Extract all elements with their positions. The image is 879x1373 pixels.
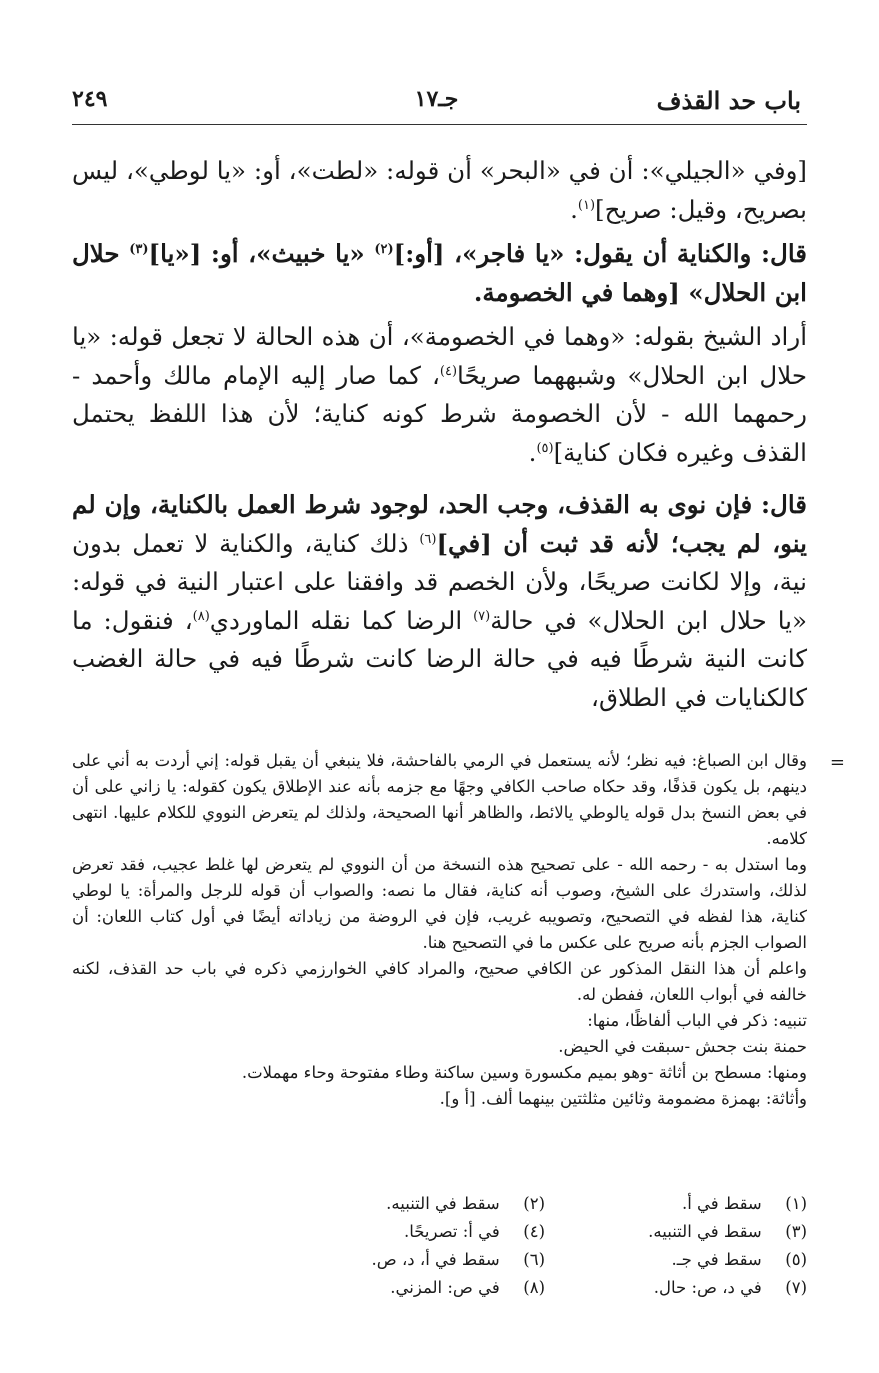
- footnote-ref: (٤): [439, 363, 458, 379]
- chapter-title: باب حد القذف: [656, 86, 801, 115]
- footnote-paragraph: واعلم أن هذا النقل المذكور عن الكافي صحيح، والمراد كافي الخوارزمي ذكره في باب حد القذف، لكنه خالفه في أبواب اللعان، ففطن له.: [72, 959, 807, 1004]
- header-rule: [72, 124, 807, 125]
- page-number: ٢٤٩: [72, 86, 108, 112]
- footnote-ref: (٥): [536, 440, 554, 456]
- footnote-list: [72, 1190, 807, 1310]
- footnote-item: (٧) في د، ص: حال.: [653, 1278, 807, 1297]
- paragraph-1: [وفي «الجيلي»: أن في «البحر» أن قوله: «لطت»، أو: «يا لوطي»، ليس بصريح، وقيل: صريح]$^{(١)}$.: [72, 156, 807, 224]
- footnote-ref: (٧): [473, 608, 491, 624]
- footnote-ref: (٨): [192, 608, 210, 624]
- footnote-paragraph: وما استدل به - رحمه الله - على تصحيح هذه النسخة من أن النووي لم يتعرض لها غلط عجيب، فقد تعرض لذلك، واستدرك على الشيخ، وصوب أنه كناية، فقال ما نصه: والصواب أن قوله للرجل والمرأة: يا لوطي كناية، هذا لفظه في التصحيح، وتصويبه غريب، فإن في الروضة من زياداته أيضًا في أول كتاب اللعان: أن الصواب الجزم بأنه صريح على عكس ما في التصحيح هنا.: [72, 855, 807, 952]
- footnote-item: (٥) سقط في جـ.: [671, 1250, 807, 1269]
- footnote-ref: (١): [577, 197, 596, 213]
- footnote-paragraph: حمنة بنت جحش -سبقت في الحيض.: [558, 1037, 807, 1056]
- footnote-item: (٦) سقط في أ، د، ص.: [371, 1250, 545, 1269]
- main-text: [72, 152, 807, 723]
- footnote-paragraph: وأثاثة: بهمزة مضمومة وثائين مثلثتين بينهما ألف. [أ و].: [439, 1089, 807, 1108]
- running-header: [72, 86, 801, 120]
- paragraph-3: أراد الشيخ بقوله: «وهما في الخصومة»، أن هذه الحالة لا تجعل قوله: «يا حلال ابن الحلال» وشبههما صريحًا$^{(٤)}$، كما صار إليه الإمام مالك وأحمد - رحمهما الله - لأن الخصومة شرط كونه كناية؛ لأن هذا اللفظ يحتمل القذف وغيره فكان كناية]$^{(٥)}$.: [72, 322, 807, 467]
- footnote-ref: (٣): [129, 241, 149, 257]
- volume-label: جـ١٧: [414, 86, 459, 112]
- footnote-ref: (٢): [374, 241, 394, 257]
- footnote-item: (٢) سقط في التنبيه.: [386, 1194, 545, 1213]
- footnote-ref: (٦): [419, 531, 437, 547]
- footnote-paragraph: تنبيه: ذكر في الباب ألفاظًا، منها:: [587, 1011, 807, 1030]
- footnotes: [72, 748, 845, 1297]
- footnote-paragraph: ومنها: مسطح بن أثاثة -وهو بميم مكسورة وسين ساكنة وطاء مفتوحة وحاء مهملات.: [241, 1063, 807, 1082]
- footnote-paragraph: وقال ابن الصباغ: فيه نظر؛ لأنه يستعمل في الرمي بالفاحشة، فلا ينبغي أن يقبل قوله: إني أردت به أني على دينهم، بل يكون قذفًا، وقد حكاه صاحب الكافي وجهًا مع جزمه بأنه عند الإطلاق يكون كقوله: يا زاني على أن في بعض النسخ بدل قوله يالوطي يالائط، والظاهر أنها الصحيحة، ولذلك لم يتعرض النووي للكلام عليها. انتهى كلامه.: [72, 751, 807, 848]
- footnote-item: (٨) في ص: المزني.: [390, 1278, 545, 1297]
- footnote-item: (١) سقط في أ.: [681, 1194, 807, 1213]
- footnote-item: (٤) في أ: تصريحًا.: [403, 1222, 545, 1241]
- paragraph-2: قال: والكناية أن يقول: «يا فاجر»، [أو:]$^{(٢)}$ «يا خبيث»، أو: [«يا]$^{(٣)}$ حلال ابن الحلال» [وهما في الخصومة.: [72, 239, 807, 307]
- paragraph-4: قال: فإن نوى به القذف، وجب الحد، لوجود شرط العمل بالكناية، وإن لم ينو، لم يجب؛ لأنه قد ثبت أن [في]$^{(٦)}$ ذلك كناية، والكناية لا تعمل بدون نية، وإلا لكانت صريحًا، ولأن الخصم قد وافقنا على اعتبار النية في قوله: «يا حلال ابن الحلال» في حالة$^{(٧)}$ الرضا كما نقله الماوردي$^{(٨)}$، فنقول: ما كانت النية شرطًا فيه في حالة الرضا كانت شرطًا فيه في حالة الغضب كالكنايات في الطلاق،: [72, 490, 807, 712]
- footnote-item: (٣) سقط في التنبيه.: [648, 1222, 807, 1241]
- continuation-mark: =: [829, 752, 845, 773]
